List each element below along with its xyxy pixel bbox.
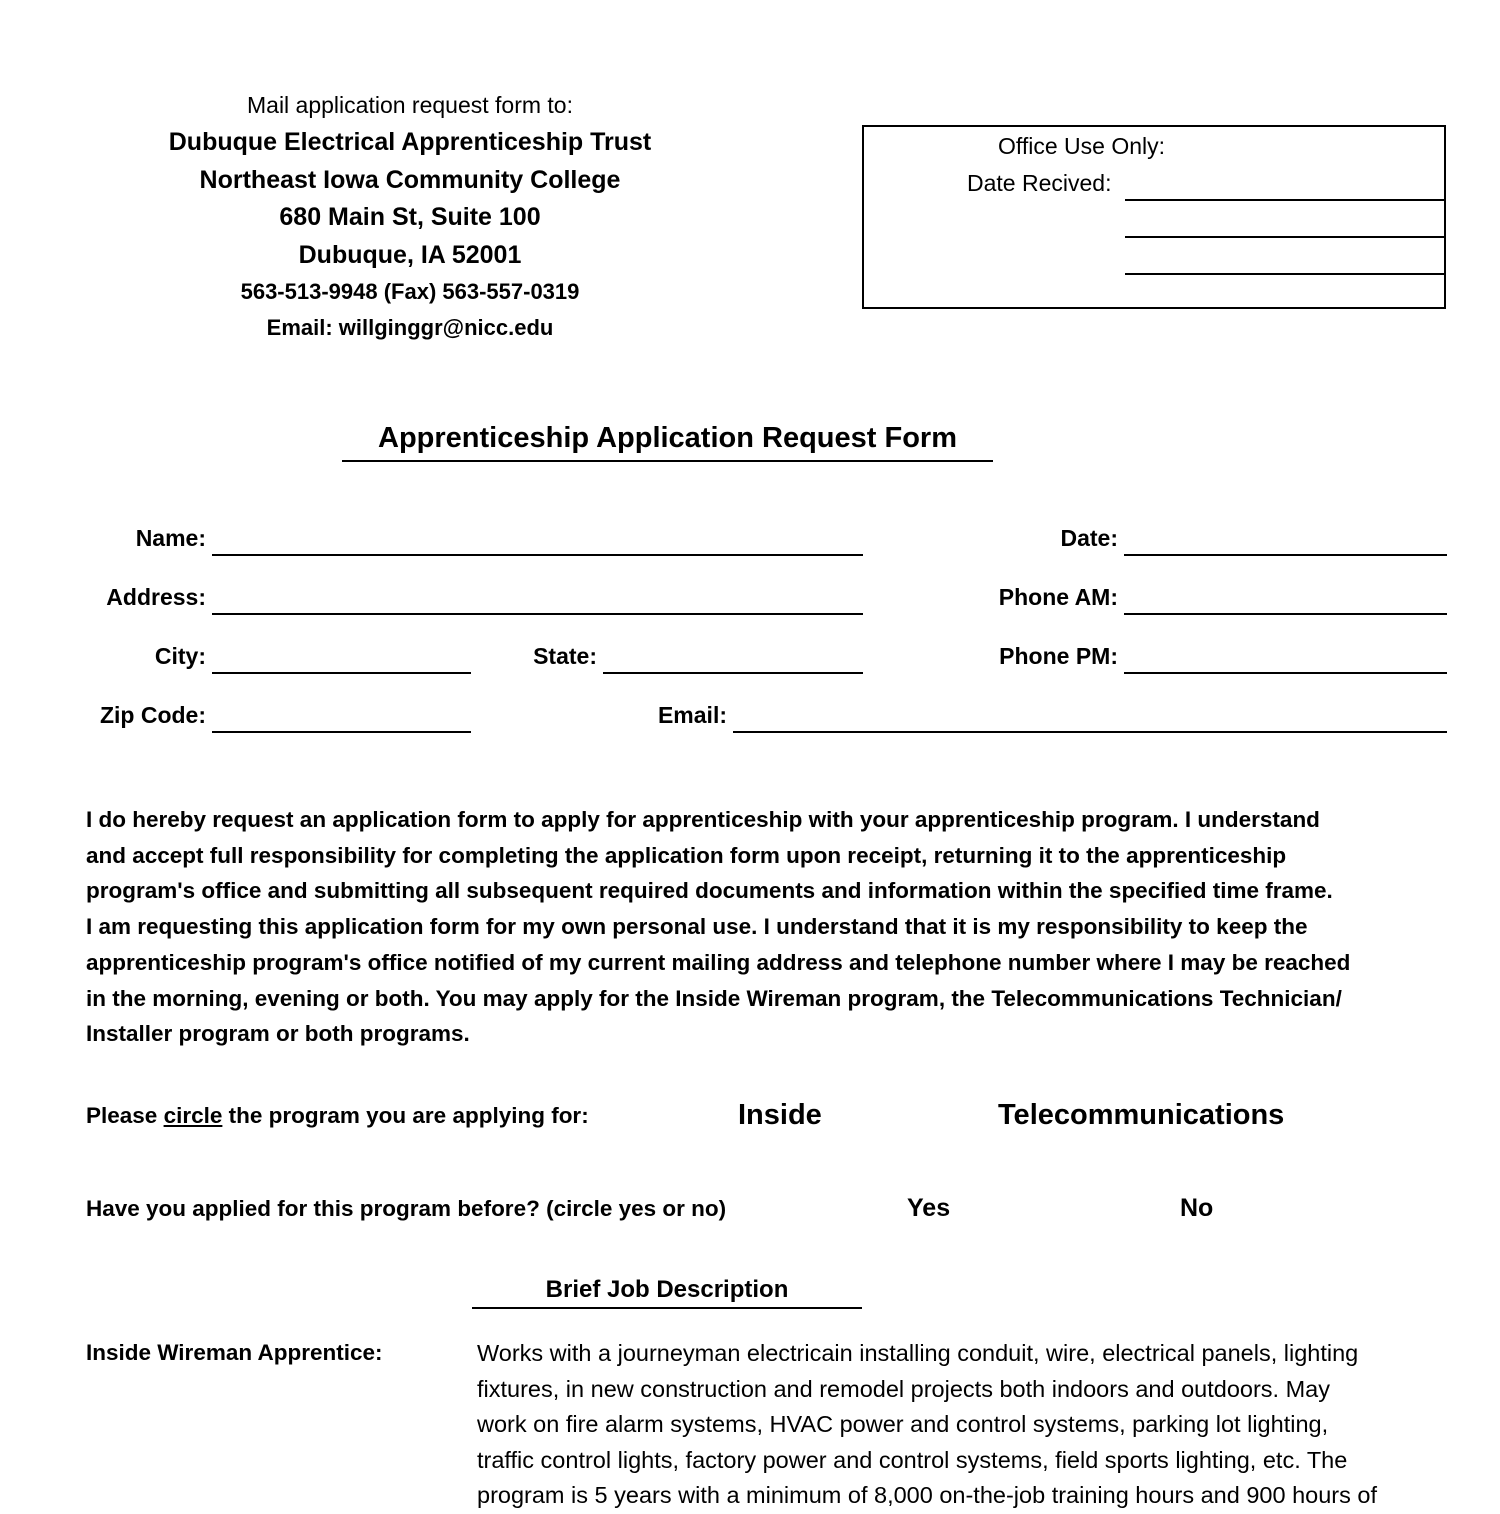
description-line: Works with a journeyman electricain installing conduit, wire, electrical panels, lighting xyxy=(477,1340,1359,1366)
form-title: Apprenticeship Application Request Form xyxy=(378,422,957,454)
office-use-box xyxy=(862,125,1446,309)
applied-before-yes[interactable]: Yes xyxy=(907,1194,951,1222)
email-label: Email: xyxy=(657,702,727,728)
organization-name: Dubuque Electrical Apprenticeship Trust xyxy=(168,128,652,156)
date-label: Date: xyxy=(1060,525,1118,551)
phone-am-label: Phone AM: xyxy=(998,584,1118,610)
job-description-underline xyxy=(472,1307,862,1309)
date-field[interactable] xyxy=(1124,554,1447,556)
name-label: Name: xyxy=(135,525,206,551)
program-option-inside[interactable]: Inside xyxy=(738,1099,822,1131)
statement-line: and accept full responsibility for completing the application form upon receipt, returning it to the apprenticeship xyxy=(86,842,1287,868)
zip-code-field[interactable] xyxy=(212,731,471,733)
city-field[interactable] xyxy=(212,672,471,674)
state-label: State: xyxy=(533,643,597,669)
statement-line: program's office and submitting all subsequent required documents and information within the specified time frame. xyxy=(86,878,1333,904)
email-field[interactable] xyxy=(733,731,1447,733)
statement-line: I am requesting this application form for my own personal use. I understand that it is my responsibility to keep the xyxy=(86,914,1308,940)
contact-email: Email: willginggr@nicc.edu xyxy=(266,315,554,340)
statement-line: Installer program or both programs. xyxy=(86,1021,470,1047)
title-underline xyxy=(342,460,993,462)
address-label: Address: xyxy=(106,584,206,610)
applied-before-no[interactable]: No xyxy=(1180,1194,1214,1222)
mailing-address-block xyxy=(150,0,670,350)
inside-wireman-description xyxy=(477,1336,1467,1514)
street-address: 680 Main St, Suite 100 xyxy=(279,203,541,231)
institution-name: Northeast Iowa Community College xyxy=(199,166,621,194)
phone-fax: 563-513-9948 (Fax) 563-557-0319 xyxy=(240,279,580,304)
program-question xyxy=(86,1103,589,1129)
program-option-telecommunications[interactable]: Telecommunications xyxy=(998,1099,1285,1131)
statement-line: in the morning, evening or both. You may apply for the Inside Wireman program, the Telecommunications Technician/ xyxy=(86,985,1342,1011)
statement-line: I do hereby request an application form to apply for apprenticeship with your apprenticeship program. I understand xyxy=(86,807,1320,832)
inside-wireman-label: Inside Wireman Apprentice: xyxy=(86,1340,383,1365)
address-field[interactable] xyxy=(212,613,863,615)
description-line: fixtures, in new construction and remodel projects both indoors and outdoors. May xyxy=(477,1375,1330,1402)
name-field[interactable] xyxy=(212,554,863,556)
date-received-line-3[interactable] xyxy=(1125,273,1446,275)
mailing-intro: Mail application request form to: xyxy=(247,92,573,118)
date-received-line-1[interactable] xyxy=(1125,199,1446,201)
applied-before-question: Have you applied for this program before? (circle yes or no) xyxy=(86,1196,727,1221)
city-state-zip: Dubuque, IA 52001 xyxy=(298,241,522,269)
phone-am-field[interactable] xyxy=(1124,613,1447,615)
description-line: traffic control lights, factory power and control systems, field sports lighting, etc. The xyxy=(477,1446,1348,1473)
description-line: program is 5 years with a minimum of 8,000 on-the-job training hours and 900 hours of xyxy=(477,1482,1377,1508)
request-statement xyxy=(86,802,1456,1052)
program-question-prefix: Please xyxy=(86,1103,164,1128)
job-description-heading: Brief Job Description xyxy=(545,1276,789,1303)
city-label: City: xyxy=(154,643,206,669)
program-question-emphasis: circle xyxy=(163,1103,223,1128)
statement-line: apprenticeship program's office notified of my current mailing address and telephone number where I may be reached xyxy=(86,949,1351,975)
program-question-suffix: the program you are applying for: xyxy=(222,1103,589,1128)
office-use-heading: Office Use Only: xyxy=(998,133,1166,159)
date-received-label: Date Recived: xyxy=(967,170,1112,196)
date-received-line-2[interactable] xyxy=(1125,236,1446,238)
phone-pm-label: Phone PM: xyxy=(999,643,1118,669)
phone-pm-field[interactable] xyxy=(1124,672,1447,674)
description-line: work on fire alarm systems, HVAC power and control systems, parking lot lighting, xyxy=(477,1411,1329,1437)
state-field[interactable] xyxy=(603,672,863,674)
zip-code-label: Zip Code: xyxy=(99,702,206,728)
